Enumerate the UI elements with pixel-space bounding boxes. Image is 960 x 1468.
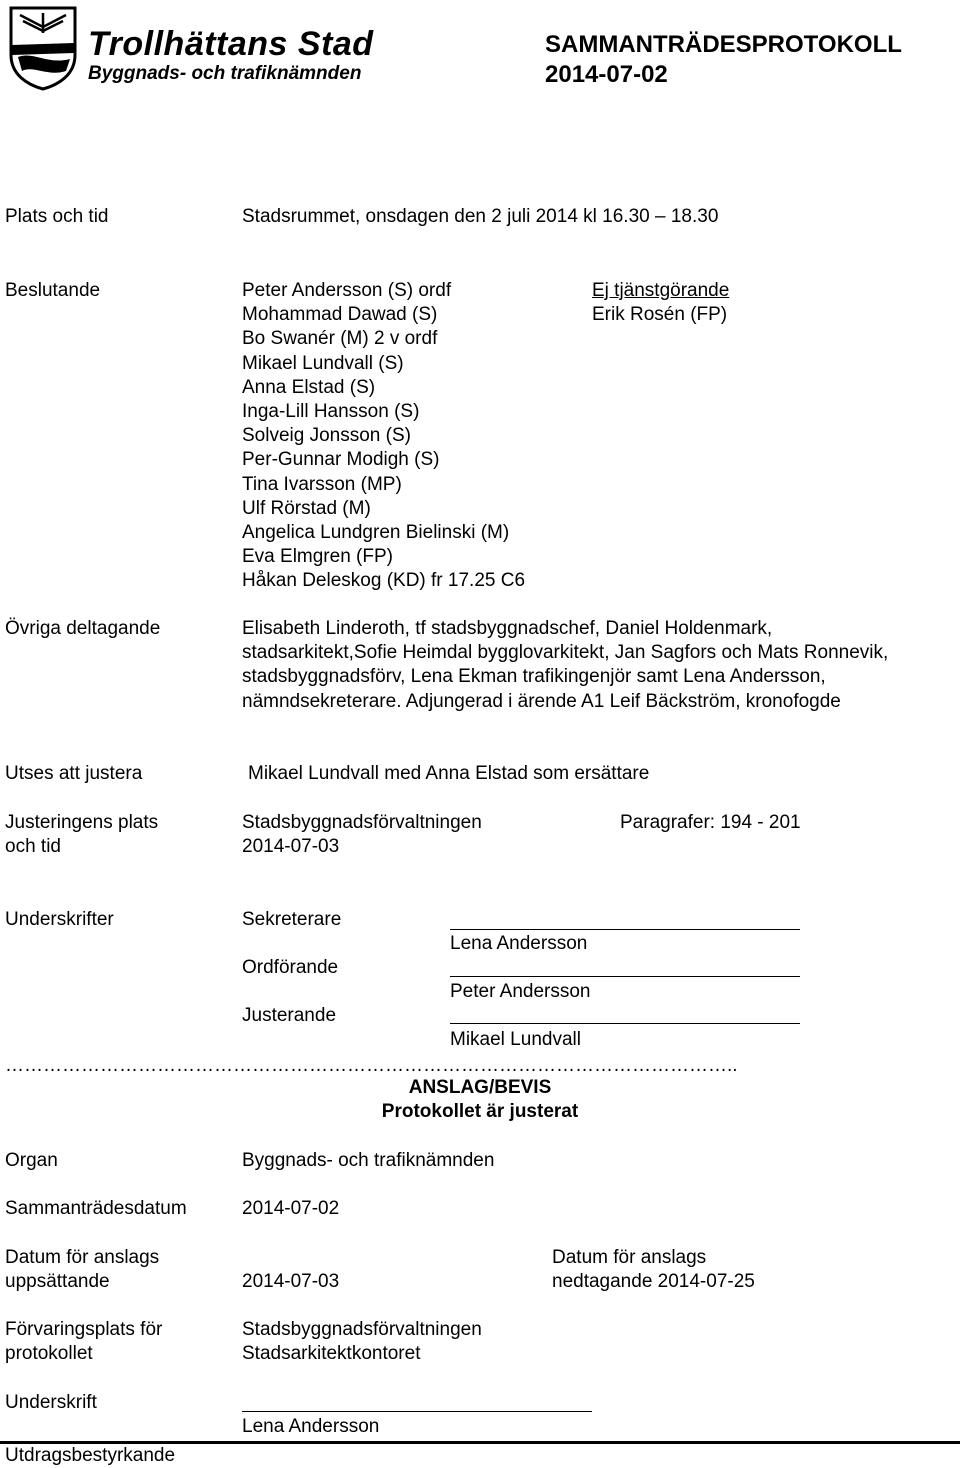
dotted-separator: …………………………………………………………………………………………………….. — [5, 1055, 738, 1076]
forvaringsplats-label-2: protokollet — [5, 1343, 93, 1364]
org-name: Trollhättans Stad — [88, 25, 374, 63]
list-item: Tina Ivarsson (MP) — [242, 473, 402, 495]
sammantradesdatum-value: 2014-07-02 — [242, 1198, 340, 1219]
list-item: Anna Elstad (S) — [242, 376, 376, 398]
list-item: Angelica Lundgren Bielinski (M) — [242, 522, 510, 544]
logo — [8, 5, 78, 91]
list-item: Mikael Lundvall (S) — [242, 352, 404, 374]
list-item: Inga-Lill Hansson (S) — [242, 401, 420, 423]
forvaringsplats-value-1: Stadsbyggnadsförvaltningen — [242, 1319, 482, 1340]
underskrifter-label: Underskrifter — [5, 909, 114, 930]
underskrift-name: Lena Andersson — [242, 1416, 380, 1437]
ovriga-label: Övriga deltagande — [5, 618, 161, 639]
sammantradesdatum-label: Sammanträdesdatum — [5, 1198, 187, 1219]
signature-line — [242, 1411, 592, 1412]
list-item: Ulf Rörstad (M) — [242, 497, 371, 519]
justering-label-2: och tid — [5, 836, 61, 857]
anslag-subtitle: Protokollet är justerat — [381, 1101, 579, 1122]
nedtagande-label-1: Datum för anslags — [552, 1247, 707, 1268]
underskrift-label: Underskrift — [5, 1392, 97, 1413]
ej-tjanstgorande-label: Ej tjänstgörande — [592, 280, 730, 301]
list-item: Peter Andersson (S) ordf — [242, 280, 452, 301]
organ-label: Organ — [5, 1150, 58, 1171]
ovriga-text: Elisabeth Linderoth, tf stadsbyggnadschef, Daniel Holdenmark, stadsarkitekt,Sofie Heimdal bygglovarkitekt, Jan Sagfors och Mats Ronnevik, stadsbyggnadsförv, Lena Ekman trafikingenjör samt Lena Andersson, nämndsekreterare. Adjungerad i ärende A1 Leif Bäckström, kronofogde — [242, 618, 889, 712]
uppsattande-label-2: uppsättande — [5, 1271, 110, 1292]
list-item: Håkan Deleskog (KD) fr 17.25 C6 — [242, 570, 526, 592]
forvaringsplats-label-1: Förvaringsplats för — [5, 1319, 163, 1340]
beslutande-label: Beslutande — [5, 280, 101, 301]
signature-line — [450, 929, 800, 930]
utses-label: Utses att justera — [5, 763, 143, 784]
utdragsbestyrkande-label: Utdragsbestyrkande — [5, 1445, 176, 1466]
justering-date: 2014-07-03 — [242, 836, 340, 857]
coat-of-arms-icon — [8, 5, 78, 91]
list-item: Per-Gunnar Modigh (S) — [242, 449, 440, 471]
list-item: Solveig Jonsson (S) — [242, 425, 411, 447]
role-ordforande: Ordförande — [242, 957, 339, 978]
uppsattande-value: 2014-07-03 — [242, 1271, 340, 1292]
uppsattande-label-1: Datum för anslags — [5, 1247, 160, 1268]
ej-tjanstgorande-member: Erik Rosén (FP) — [592, 304, 728, 325]
forvaringsplats-value-2: Stadsarkitektkontoret — [242, 1343, 421, 1364]
list-item: Mohammad Dawad (S) — [242, 304, 438, 326]
org-subtitle: Byggnads- och trafiknämnden — [88, 63, 362, 84]
name-ordforande: Peter Andersson — [450, 981, 591, 1002]
signature-line — [450, 976, 800, 977]
paragrafer: Paragrafer: 194 - 201 — [620, 812, 801, 833]
list-item: Bo Swanér (M) 2 v ordf — [242, 328, 438, 350]
name-sekreterare: Lena Andersson — [450, 933, 588, 954]
justering-label-1: Justeringens plats — [5, 812, 159, 833]
beslutande-list — [242, 279, 525, 594]
nedtagande-label-2: nedtagande 2014-07-25 — [552, 1271, 755, 1292]
role-sekreterare: Sekreterare — [242, 909, 342, 930]
utses-value: Mikael Lundvall med Anna Elstad som ersättare — [248, 763, 650, 784]
plats-value: Stadsrummet, onsdagen den 2 juli 2014 kl 16.30 – 18.30 — [242, 206, 719, 227]
role-justerande: Justerande — [242, 1005, 337, 1026]
document-title: SAMMANTRÄDESPROTOKOLL — [545, 31, 902, 58]
signature-line — [450, 1023, 800, 1024]
justering-place: Stadsbyggnadsförvaltningen — [242, 812, 482, 833]
document-date: 2014-07-02 — [545, 61, 668, 88]
name-justerande: Mikael Lundvall — [450, 1029, 581, 1050]
organ-value: Byggnads- och trafiknämnden — [242, 1150, 495, 1171]
plats-label: Plats och tid — [5, 206, 109, 227]
anslag-title: ANSLAG/BEVIS — [408, 1077, 552, 1098]
list-item: Eva Elmgren (FP) — [242, 546, 393, 568]
